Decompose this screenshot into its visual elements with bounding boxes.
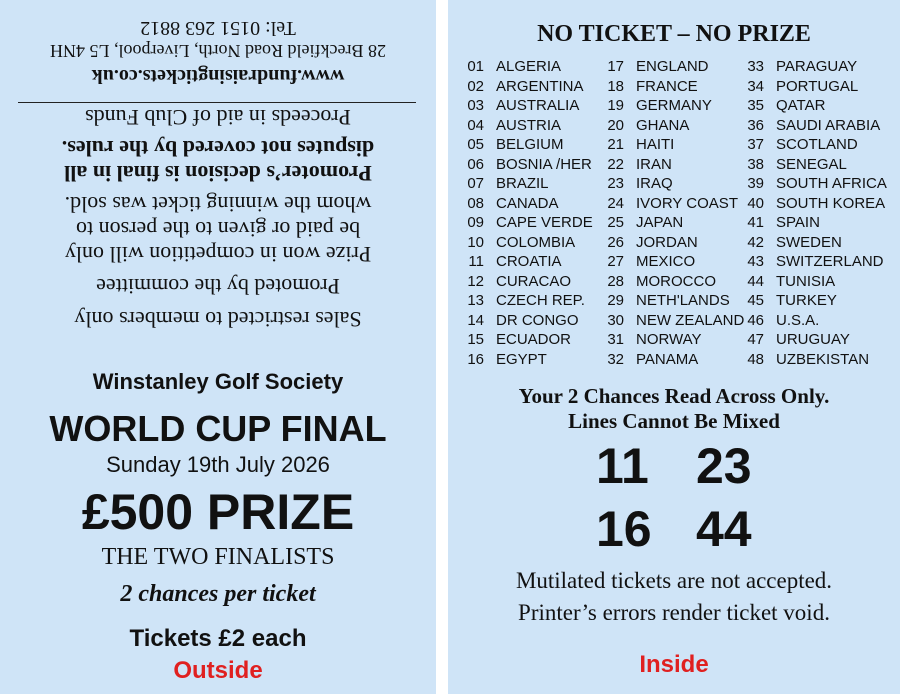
team-number: 26 xyxy=(607,233,624,251)
team-number: 13 xyxy=(467,292,484,309)
rules-line: Tel: 0151 263 8812 xyxy=(140,17,296,39)
team-country: FRANCE xyxy=(636,77,698,95)
team-country: SOUTH KOREA xyxy=(776,194,886,212)
team-country: COLOMBIA xyxy=(496,233,576,251)
divider-line xyxy=(18,102,416,103)
team-country: EGYPT xyxy=(496,350,547,368)
team-country: SWEDEN xyxy=(776,233,842,251)
team-country: SPAIN xyxy=(776,214,820,231)
team-country: IVORY COAST xyxy=(636,194,738,212)
team-country: PARAGUAY xyxy=(776,58,858,75)
ticket-outside-panel xyxy=(0,0,436,694)
team-number: 08 xyxy=(467,194,484,212)
team-number: 17 xyxy=(607,58,624,75)
ticket-number: 44 xyxy=(696,501,752,557)
team-country: BRAZIL xyxy=(496,175,549,192)
team-number: 04 xyxy=(467,116,484,134)
team-number: 35 xyxy=(747,97,764,114)
team-country: SENEGAL xyxy=(776,155,847,173)
team-country: UZBEKISTAN xyxy=(776,350,870,368)
team-country: CAPE VERDE xyxy=(496,214,593,231)
team-number: 21 xyxy=(607,136,624,153)
team-number: 11 xyxy=(468,253,484,270)
team-country: ENGLAND xyxy=(636,58,709,75)
team-country: NETH'LANDS xyxy=(636,292,730,309)
team-country: ARGENTINA xyxy=(496,77,584,95)
team-country: IRAQ xyxy=(636,175,673,192)
ticket-inside-panel xyxy=(448,0,900,694)
team-number: 44 xyxy=(747,272,764,290)
team-country: PANAMA xyxy=(636,350,699,368)
team-country: PORTUGAL xyxy=(776,77,859,95)
team-country: U.S.A. xyxy=(776,311,820,329)
team-country: CROATIA xyxy=(496,253,562,270)
rules-line: be paid or given to the person to xyxy=(75,217,361,242)
chances-instruction-2: Lines Cannot Be Mixed xyxy=(568,409,780,433)
event-title: WORLD CUP FINAL xyxy=(49,408,387,449)
team-number: 31 xyxy=(607,331,624,348)
team-country: TUNISIA xyxy=(776,272,836,290)
team-number: 05 xyxy=(467,136,484,153)
team-number: 47 xyxy=(747,331,764,348)
team-number: 16 xyxy=(467,350,484,368)
team-number: 09 xyxy=(467,214,484,231)
team-number: 02 xyxy=(467,77,484,95)
team-country: IRAN xyxy=(636,155,672,173)
rules-line: Promoter’s decision is final in all xyxy=(64,161,372,186)
rules-line: www.fundraisingtickets.co.uk xyxy=(91,65,345,87)
team-country: AUSTRALIA xyxy=(496,97,580,114)
team-number: 22 xyxy=(607,155,624,173)
team-country: SAUDI ARABIA xyxy=(776,116,881,134)
team-country: MOROCCO xyxy=(636,272,716,290)
team-number: 30 xyxy=(607,311,624,329)
finalists-subtitle: THE TWO FINALISTS xyxy=(101,544,335,570)
ticket-number: 16 xyxy=(596,501,652,557)
team-country: BELGIUM xyxy=(496,136,564,153)
prize-amount: £500 PRIZE xyxy=(81,484,355,540)
team-number: 40 xyxy=(747,194,764,212)
team-country: CURACAO xyxy=(496,272,572,290)
team-number: 43 xyxy=(747,253,764,270)
rules-line: Proceeds in aid of Club Funds xyxy=(85,105,351,130)
rules-line: Sales restricted to members only xyxy=(74,307,362,332)
team-country: SOUTH AFRICA xyxy=(776,175,887,192)
team-country: URUGUAY xyxy=(776,331,850,348)
team-country: JAPAN xyxy=(636,214,684,231)
team-country: NORWAY xyxy=(636,331,702,348)
team-country: GHANA xyxy=(636,116,690,134)
team-number: 25 xyxy=(607,214,624,231)
team-country: SWITZERLAND xyxy=(776,253,884,270)
team-number: 14 xyxy=(467,311,484,329)
team-country: AUSTRIA xyxy=(496,116,562,134)
team-country: ALGERIA xyxy=(496,58,562,75)
team-country: HAITI xyxy=(636,136,675,153)
event-date: Sunday 19th July 2026 xyxy=(106,452,330,477)
team-country: QATAR xyxy=(776,97,826,114)
team-number: 32 xyxy=(607,350,624,368)
team-number: 39 xyxy=(747,175,764,192)
team-country: JORDAN xyxy=(636,233,698,251)
team-country: TURKEY xyxy=(776,292,837,309)
ticket-number: 11 xyxy=(596,438,649,494)
team-number: 07 xyxy=(467,175,484,192)
team-country: SCOTLAND xyxy=(776,136,858,153)
team-number: 46 xyxy=(747,311,764,329)
team-country: CZECH REP. xyxy=(496,292,585,309)
team-number: 15 xyxy=(467,331,484,348)
chances-instruction-1: Your 2 Chances Read Across Only. xyxy=(518,384,830,408)
rules-line: disputes not covered by the rules. xyxy=(61,136,375,161)
team-number: 03 xyxy=(467,97,484,114)
upside-down-rules-block xyxy=(0,0,436,350)
rules-line: 28 Breckfield Road North, Liverpool, L5 4NH xyxy=(50,41,386,61)
team-number: 42 xyxy=(747,233,764,251)
team-number: 10 xyxy=(467,233,484,251)
team-number: 33 xyxy=(747,58,764,75)
team-country: GERMANY xyxy=(636,97,712,114)
team-number: 28 xyxy=(607,272,624,290)
rules-line: Prize won in competition will only xyxy=(64,242,372,267)
team-country: BOSNIA /HER xyxy=(496,155,592,173)
outside-side-label: Outside xyxy=(173,657,263,684)
team-number: 20 xyxy=(607,116,624,134)
inside-side-label: Inside xyxy=(639,651,709,678)
team-number: 18 xyxy=(607,77,624,95)
team-number: 38 xyxy=(747,155,764,173)
team-number: 34 xyxy=(747,77,764,95)
team-country: ECUADOR xyxy=(496,331,572,348)
chances-per-ticket: 2 chances per ticket xyxy=(120,581,316,607)
team-number: 27 xyxy=(607,253,624,270)
team-country: MEXICO xyxy=(636,253,696,270)
society-name: Winstanley Golf Society xyxy=(92,369,344,394)
rules-line: whom the winning ticket was sold. xyxy=(64,192,372,217)
printer-errors-notice: Printer’s errors render ticket void. xyxy=(518,600,830,625)
team-number: 45 xyxy=(747,292,764,309)
no-ticket-header: NO TICKET – NO PRIZE xyxy=(537,21,811,47)
team-number: 48 xyxy=(747,350,764,368)
team-country: DR CONGO xyxy=(496,311,579,329)
mutilated-notice: Mutilated tickets are not accepted. xyxy=(515,568,833,593)
team-country: CANADA xyxy=(496,194,559,212)
team-number: 41 xyxy=(747,214,764,231)
rules-line: Promoted by the committee xyxy=(96,274,340,299)
team-number: 06 xyxy=(467,155,484,173)
ticket-number: 23 xyxy=(696,438,752,494)
team-number: 01 xyxy=(467,58,484,75)
team-number: 23 xyxy=(607,175,624,192)
team-number: 24 xyxy=(607,194,624,212)
team-country: NEW ZEALAND xyxy=(636,311,745,329)
team-number: 19 xyxy=(607,97,624,114)
ticket-price: Tickets £2 each xyxy=(129,625,307,652)
team-number: 29 xyxy=(607,292,624,309)
team-number: 36 xyxy=(747,116,764,134)
team-number: 12 xyxy=(467,272,484,290)
team-number: 37 xyxy=(747,136,764,153)
